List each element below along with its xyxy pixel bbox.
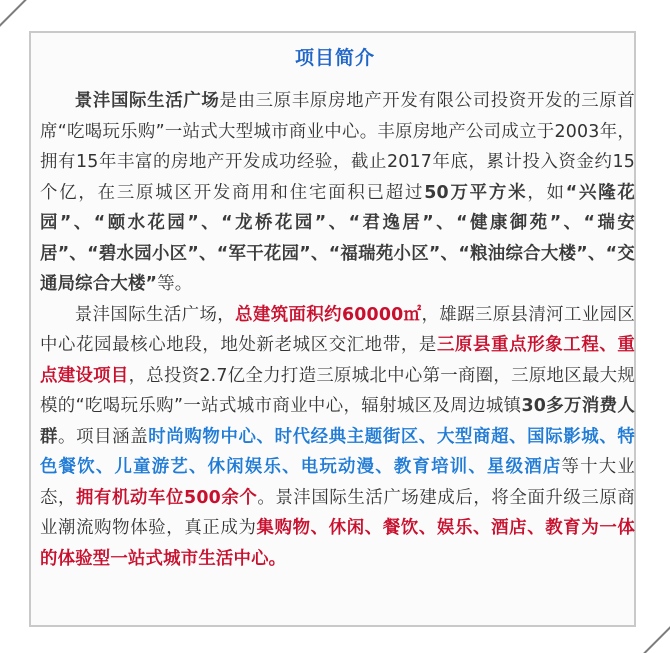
text-segment: 景沣国际生活广场， — [74, 304, 236, 325]
text-segment: 。景沣国际生活广场建成后，将全面升级三原商业潮流购物体验，真正成为 — [40, 487, 636, 538]
text-segment: 等。 — [157, 274, 193, 294]
text-segment: 是由三原丰原房地产开发有限公司投资开发的三原首席“吃喝玩乐购”一站式大型城市商业中心。丰原房地产公司成立于2003年，拥有15年丰富的房地产开发成功经验，截止2017年底，累计投入资金约15个亿，在三原城区开发商用和住宅面积已超过 — [40, 91, 635, 203]
consumer-count-highlight: 30多万消费人群 — [40, 396, 636, 447]
text-segment: 。项目涵盖 — [58, 426, 149, 447]
paragraph-1 — [40, 86, 635, 300]
text-segment: ，总投资2.7亿全力打造三原城北中心第一商圈，三原地区最大规模的“吃喝玩乐购”一站式城市商业中心，辐射城区及周边城镇 — [40, 365, 635, 416]
parking-highlight: 拥有机动车位500余个 — [76, 487, 258, 508]
project-list-highlight: “兴隆花园”、“颐水花园”、“龙桥花园”、“君逸居”、“健康御苑”、“瑞安居”、“碧水园小区”、“军干花园”、“福瑞苑小区”、“粮油综合大楼”、“交通局综合大楼” — [40, 182, 636, 294]
area-highlight: 50万平方米 — [424, 182, 528, 203]
text-segment: ，雄踞三原县清河工业园区中心花园最核心地段，地处新老城区交汇地带，是 — [40, 304, 636, 355]
closing-highlight: 集购物、休闲、餐饮、娱乐、酒店、教育为一体的体验型一站式城市生活中心。 — [40, 518, 635, 569]
key-project-highlight: 三原县重点形象工程、重点建设项目 — [40, 335, 635, 386]
text-segment: 等十大业态， — [40, 457, 635, 508]
intro-content — [40, 86, 635, 574]
page-title: 项目简介 — [294, 47, 375, 69]
project-name: 景沣国际生活广场 — [74, 91, 220, 111]
paragraph-2 — [40, 300, 635, 575]
text-segment: ，如 — [527, 182, 566, 203]
total-area-highlight: 总建筑面积约60000㎡ — [235, 304, 422, 325]
business-formats-highlight: 时尚购物中心、时代经典主题街区、大型商超、国际影城、特色餐饮、儿童游艺、休闲娱乐、电玩动漫、教育培训、星级酒店 — [40, 426, 635, 477]
